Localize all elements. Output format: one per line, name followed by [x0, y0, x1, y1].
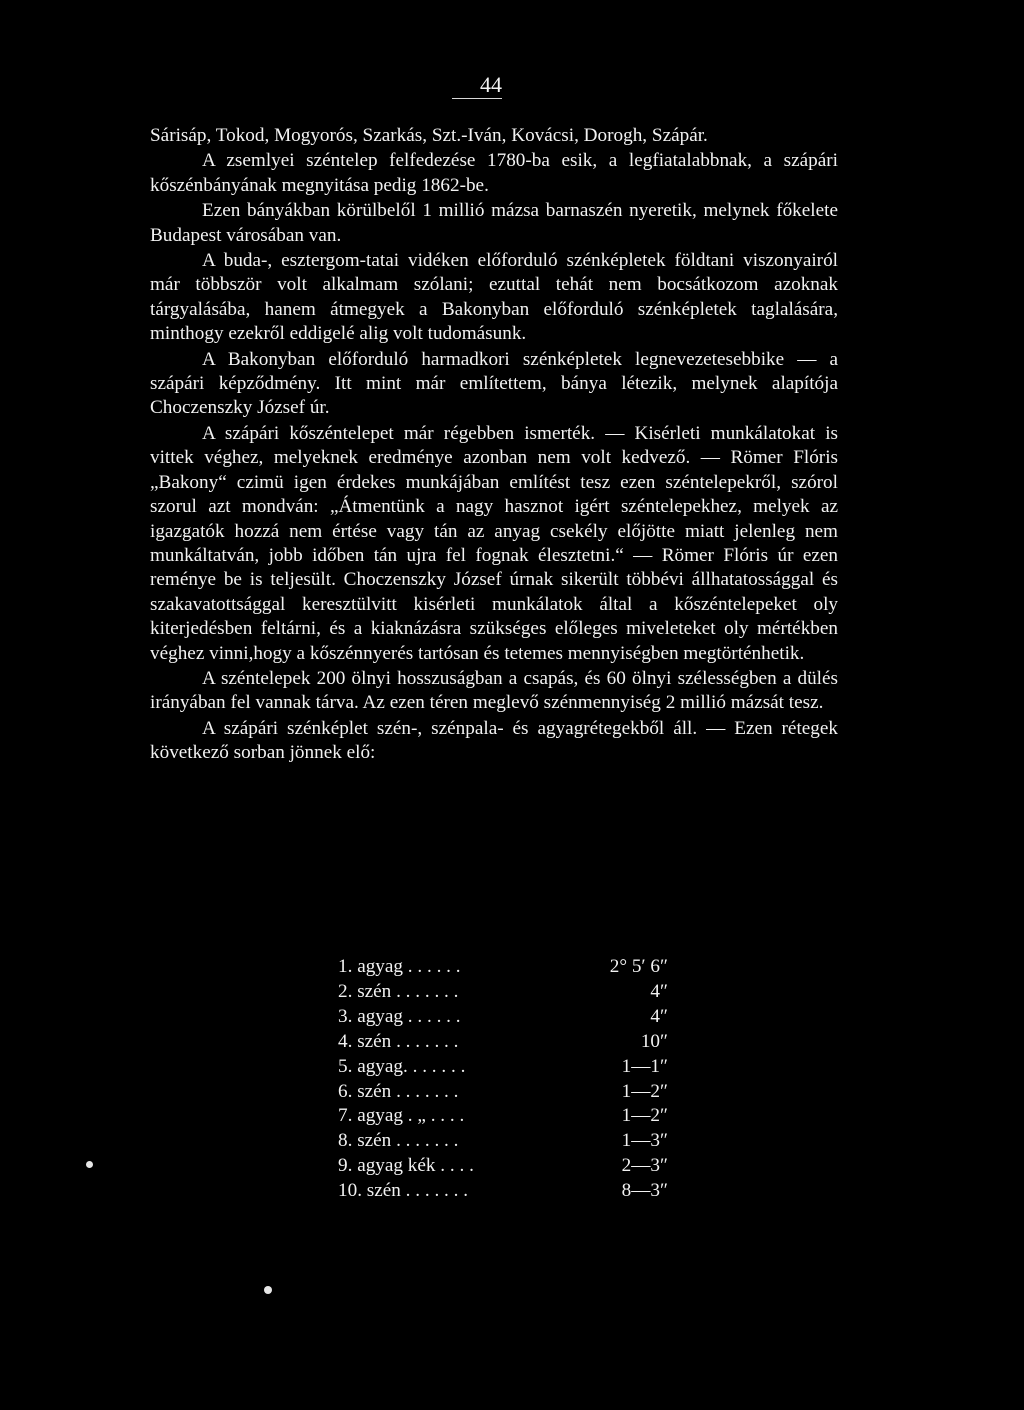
table-row — [338, 1154, 668, 1179]
stratum-thickness: 8—3″ — [621, 1180, 668, 1202]
stratum-thickness: 1—2″ — [621, 1105, 668, 1127]
table-row — [338, 955, 668, 980]
paragraph-place-list: Sárisáp, Tokod, Mogyorós, Szarkás, Szt.-Iván, Kovácsi, Dorogh, Szápár. — [150, 125, 708, 146]
paragraph-mine-output: Ezen bányákban körülbelől 1 millió mázsa barnaszén nyeretik, melynek főkelete Budapest városában van. — [150, 200, 838, 246]
scan-speck — [264, 1286, 272, 1294]
stratum-thickness: 1—2″ — [621, 1080, 668, 1102]
scan-speck — [86, 1161, 93, 1168]
table-row — [338, 1005, 668, 1030]
stratum-layer: 2. szén . . . . . . . — [338, 980, 459, 1002]
stratum-layer: 9. agyag kék . . . . — [338, 1155, 474, 1177]
table-row — [338, 1055, 668, 1080]
paragraph-extent: A széntelepek 200 ölnyi hosszuságban a csapás, és 60 ölnyi szélességben a dülés irányában fel vannak tárva. Az ezen téren meglevő szénmennyiség 2 millió mázsát tesz. — [150, 667, 838, 714]
table-row — [338, 1129, 668, 1154]
stratum-layer: 5. agyag. . . . . . . — [338, 1055, 466, 1077]
stratum-layer: 1. agyag . . . . . . — [338, 956, 461, 977]
table-row — [338, 1030, 668, 1055]
table-row — [338, 1104, 668, 1129]
stratum-thickness: 2—3″ — [621, 1155, 668, 1177]
stratum-thickness: 10″ — [640, 1030, 668, 1052]
paragraph-strata-intro: A szápári szénképlet szén-, szénpala- és agyagrétegekből áll. — Ezen rétegek következő sorban jönnek elő: — [150, 717, 838, 764]
stratum-thickness: 1—3″ — [621, 1130, 668, 1152]
stratum-layer: 10. szén . . . . . . . — [338, 1180, 469, 1202]
page-number: 44 — [452, 72, 502, 99]
table-row — [338, 980, 668, 1005]
stratum-thickness: 4″ — [650, 1005, 668, 1027]
stratum-layer: 4. szén . . . . . . . — [338, 1030, 459, 1052]
body-text — [150, 124, 838, 767]
table-row — [338, 1080, 668, 1105]
stratum-layer: 8. szén . . . . . . . — [338, 1130, 459, 1152]
stratum-layer: 6. szén . . . . . . . — [338, 1080, 459, 1102]
paragraph-history: A szápári kőszéntelepet már régebben ismerték. — Kisérleti munkálatokat is vittek véghez, melyeknek eredménye azonban nem volt kedvező. — Römer Flóris „Bakony“ czimü igen érdekes munkájában említést tesz ezen széntelepekről, szórol szorul azt mondván: „Átmentünk a nagy hasznot igért széntelepekhez, melyek az igazgatók hozzá nem értése vagy tán az anyag csekély előjötte miatt jelenleg nem munkáltatván, jobb időben tán ujra fel fognak élesztetni.“ — Römer Flóris úr ezen reménye be is teljesült. Choczenszky József úrnak sikerült többévi állhatatossággal és szakavatottsággal keresztülvitt kisérleti munkálatok által a kőszéntelepeket oly kiterjedésben feltárni, és a kiaknázásra szükséges előleges miveleteket oly mértékben véghez vinni,hogy a kőszénnyerés tartósan és tetemes mennyiségben megtörténhetik. — [150, 422, 838, 664]
table-row — [338, 1179, 668, 1204]
stratum-thickness: 1—1″ — [621, 1055, 668, 1077]
stratum-thickness: 4″ — [650, 980, 668, 1002]
paragraph-geology-intro: A buda-, esztergom-tatai vidéken előforduló szénképletek földtani viszonyairól már többször volt alkalmam szólani; ezuttal tehát nem bocsátkozom azoknak tárgyalásába, hanem átmegyek a Bakonyban előforduló szénképletek taglalására, minthogy ezekről eddigelé alig volt tudomásunk. — [150, 250, 838, 345]
paragraph-bakony-formation: A Bakonyban előforduló harmadkori szénképletek legnevezetesebbike — a szápári képződmény. Itt mint már említettem, bánya létezik, melynek alapítója Choczenszky József úr. — [150, 348, 838, 419]
stratum-thickness: 2° 5′ 6″ — [609, 956, 668, 977]
stratum-layer: 3. agyag . . . . . . — [338, 1005, 461, 1027]
stratum-layer: 7. agyag . „ . . . . — [338, 1105, 465, 1127]
strata-table — [338, 955, 668, 1204]
paragraph-zsemlye-discovery: A zsemlyei széntelep felfedezése 1780-ba esik, a legfiatalabbnak, a szápári kőszénbányának megnyitása pedig 1862-be. — [150, 150, 838, 196]
